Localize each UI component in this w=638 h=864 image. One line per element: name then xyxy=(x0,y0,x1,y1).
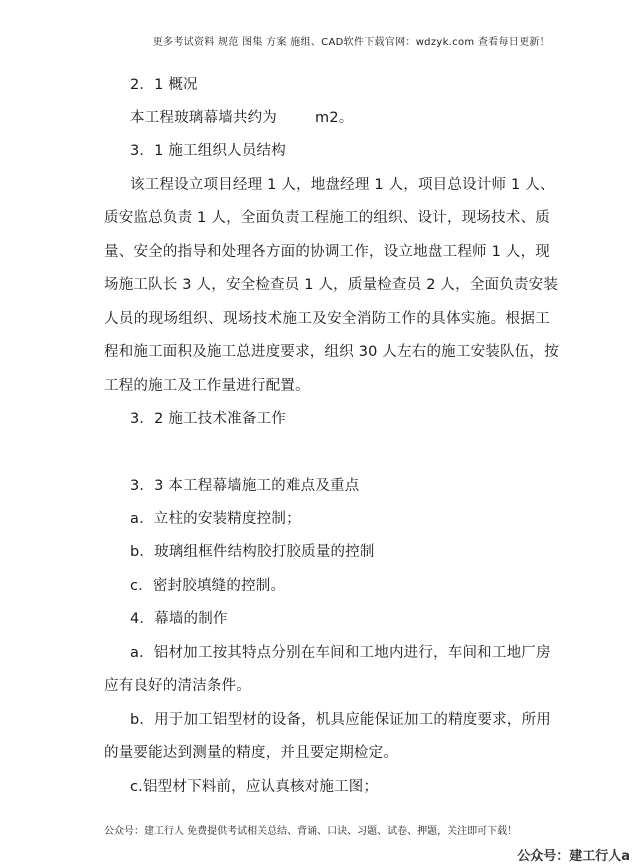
section-3-2-title: 3．2 施工技术准备工作 xyxy=(130,411,286,427)
section-3-3-title: 3．3 本工程幕墙施工的难点及重点 xyxy=(130,478,360,494)
section-4-b-line-2: 的量要能达到测量的精度，并且要定期检定。 xyxy=(104,745,398,761)
section-3-1-line-2: 质安监总负责 1 人，全面负责工程施工的组织、设计，现场技术、质 xyxy=(104,210,550,226)
section-3-1-line-5: 人员的现场组织、现场技术施工及安全消防工作的具体实施。根据工 xyxy=(104,311,550,327)
section-3-1-title: 3．1 施工组织人员结构 xyxy=(130,143,286,159)
section-3-1-line-1: 该工程设立项目经理 1 人，地盘经理 1 人，项目总设计师 1 人、 xyxy=(130,177,555,193)
watermark-label: 公众号：建工行人a xyxy=(517,849,630,864)
section-4-a-line-2: 应有良好的清洁条件。 xyxy=(104,678,251,694)
section-3-1-line-7: 工程的施工及工作量进行配置。 xyxy=(104,378,310,394)
section-3-1-line-6: 程和施工面积及施工总进度要求，组织 30 人左右的施工安装队伍，按 xyxy=(104,344,559,360)
section-4-b-line-1: b．用于加工铝型材的设备，机具应能保证加工的精度要求，所用 xyxy=(130,712,552,728)
section-4-c: c.铝型材下料前，应认真核对施工图； xyxy=(130,779,379,795)
section-4-a-line-1: a．铝材加工按其特点分别在车间和工地内进行，车间和工地厂房 xyxy=(130,645,551,661)
section-3-3-item-c: c．密封胶填缝的控制。 xyxy=(130,578,286,594)
section-4-title: 4．幕墙的制作 xyxy=(130,611,228,627)
section-2-1-text-a: 本工程玻璃幕墙共约为 xyxy=(130,110,277,126)
section-3-1-line-3: 量、安全的指导和处理各方面的协调工作，设立地盘工程师 1 人，现 xyxy=(104,244,550,260)
section-3-1-line-4: 场施工队长 3 人，安全检查员 1 人，质量检查员 2 人，全面负责安装 xyxy=(104,277,559,293)
page-footer-banner: 公众号：建工行人 免费提供考试相关总结、背诵、口诀、习题、试卷、押题，关注即可下载！ xyxy=(104,826,518,837)
section-2-1-text-b: m2。 xyxy=(315,110,354,126)
section-2-1-title: 2．1 概况 xyxy=(130,77,198,93)
page-header-banner: 更多考试资料 规范 图集 方案 施组、CAD软件下载官网：wdzyk.com 查看每日更新！ xyxy=(152,37,550,48)
section-2-1-text xyxy=(130,106,353,127)
section-3-3-item-a: a．立柱的安装精度控制； xyxy=(130,511,301,527)
section-3-3-item-b: b．玻璃组框件结构胶打胶质量的控制 xyxy=(130,544,375,560)
